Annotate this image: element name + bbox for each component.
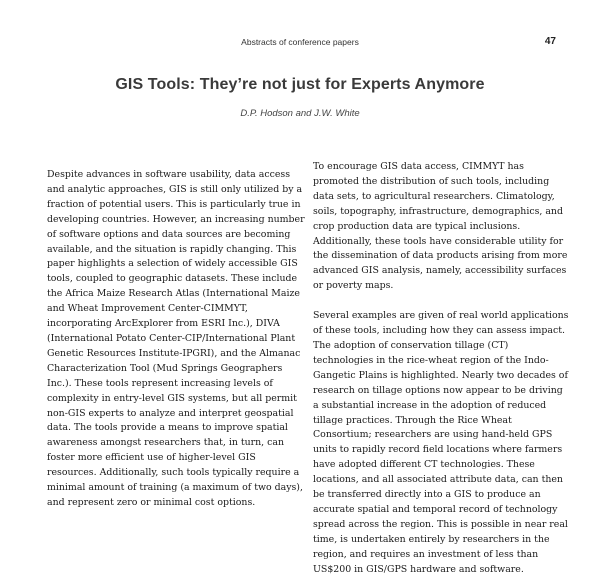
page-number: 47 — [544, 36, 556, 47]
paragraph: Several examples are given of real world applications of these tools, including how they can assess impact. The adoption of conservation tillage (CT) technologies in the rice-wheat region of the Indo-Gangetic Plains is highlighted. Nearly two decades of research on tillage options now appear to be driving a substantial increase in the adoption of reduced tillage practices. Through the Rice Wheat Consortium; researchers are using hand-held GPS units to rapidly record field locations where farmers have adopted different CT technologies. These locations, and all associated attribute data, can then be transferred directly into a GIS to produce an accurate spatial and temporal record of technology spread across the region. This is possible in near real time, is undertaken entirely by researchers in the region, and requires an investment of less than US$200 in GIS/GPS hardware and software. — [313, 310, 569, 575]
paragraph: To encourage GIS data access, CIMMYT has promoted the distribution of such tools, including data sets, to agricultural researchers. Climatology, soils, topography, infrastructure, demographics, and crop production data are typical inclusions. Additionally, these tools have considerable utility for the dissemination of data products arising from more advanced GIS analysis, namely, accessibility surfaces or poverty maps. — [313, 161, 568, 292]
article-title: GIS Tools: They’re not just for Experts Anymore — [115, 76, 485, 93]
article-authors: D.P. Hodson and J.W. White — [240, 108, 360, 119]
left-column — [47, 168, 305, 511]
right-column — [313, 160, 571, 577]
running-head: Abstracts of conference papers — [241, 37, 359, 47]
paragraph: Despite advances in software usability, data access and analytic approaches, GIS is still only utilized by a fraction of potential users. This is particularly true in developing countries. However, an increasing number of software options and data sources are becoming available, and the situation is rapidly changing. This paper highlights a selection of widely accessible GIS tools, coupled to geographic datasets. These include the Africa Maize Research Atlas (International Maize and Wheat Improvement Center-CIMMYT, incorporating ArcExplorer from ESRI Inc.), DIVA (International Potato Center-CIP/International Plant Genetic Resources Institute-IPGRI), and the Almanac Characterization Tool (Mud Springs Geographers Inc.). These tools represent increasing levels of complexity in entry-level GIS systems, but all permit non-GIS experts to analyze and interpret geospatial data. The tools provide a means to improve spatial awareness amongst researchers that, in turn, can foster more efficient use of higher-level GIS resources. Additionally, such tools typically require a minimal amount of training (a maximum of two days), and represent zero or minimal cost options. — [47, 169, 305, 508]
